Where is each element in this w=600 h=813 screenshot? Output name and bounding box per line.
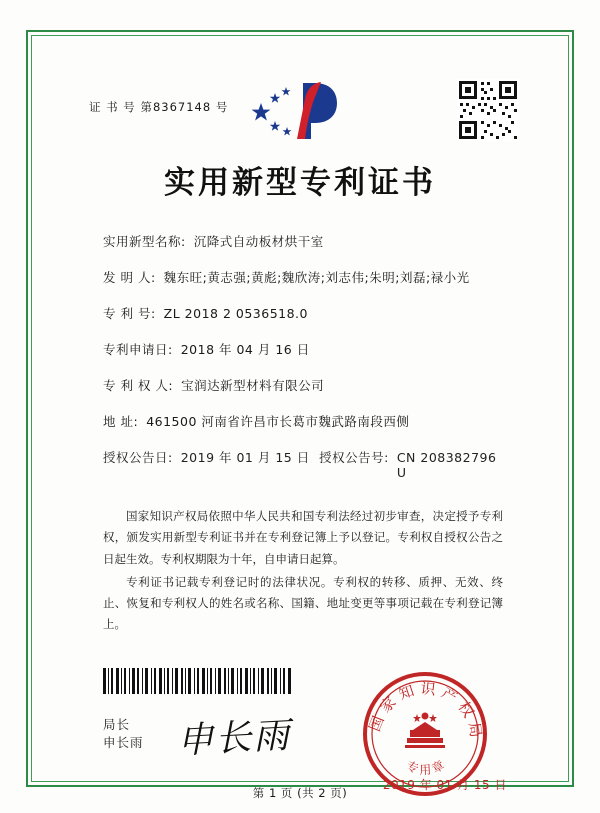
handwritten-signature: 申长雨 bbox=[176, 714, 293, 762]
field-label: 地 址: bbox=[103, 414, 139, 429]
field-label: 专利申请日: bbox=[103, 342, 173, 357]
field-label: 授权公告日: bbox=[103, 450, 173, 465]
field-row-patent-number bbox=[103, 304, 503, 322]
field-row-patentee bbox=[103, 376, 503, 394]
field-label: 专 利 权 人: bbox=[103, 378, 174, 393]
svg-text:专用章: 专用章 bbox=[404, 756, 450, 777]
field-label: 专 利 号: bbox=[103, 306, 156, 321]
field-row-application-date bbox=[103, 340, 503, 358]
cnipa-logo-icon bbox=[245, 77, 355, 143]
page-number: 第 1 页 (共 2 页) bbox=[252, 786, 348, 800]
page-title: 实用新型专利证书 bbox=[164, 165, 436, 201]
field-value: 461500 河南省许昌市长葛市魏武路南段西侧 bbox=[146, 414, 410, 429]
certificate-content bbox=[31, 35, 569, 792]
field-value: 2018 年 04 月 16 日 bbox=[180, 342, 310, 357]
legal-text bbox=[59, 496, 541, 636]
legal-paragraph-2: 专利证书记载专利登记时的法律状况。专利权的转移、质押、无效、终止、恢复和专利权人的姓名或名称、国籍、地址变更等事项记载在专利登记簿上。 bbox=[103, 574, 503, 632]
signatory-block bbox=[103, 716, 144, 754]
field-label: 实用新型名称: bbox=[103, 234, 186, 249]
legal-paragraph-1: 国家知识产权局依照中华人民共和国专利法经过初步审查，决定授予专利权，颁发实用新型专利证书并在专利登记簿上予以登记。专利权自授权公告之日起生效。专利权期限为十年，自申请日起算。 bbox=[103, 509, 503, 566]
field-value: 魏东旺;黄志强;黄彪;魏欣涛;刘志伟;朱明;刘磊;禄小光 bbox=[163, 270, 470, 285]
grant-number-group bbox=[319, 448, 503, 480]
field-list bbox=[59, 232, 541, 480]
field-label: 发 明 人: bbox=[103, 270, 156, 285]
field-value: 宝润达新型材料有限公司 bbox=[181, 378, 325, 393]
field-value: CN 208382796 U bbox=[396, 450, 497, 480]
field-value: ZL 2018 2 0536518.0 bbox=[163, 306, 308, 321]
qr-code-icon bbox=[457, 79, 519, 141]
barcode-icon bbox=[103, 668, 291, 694]
signatory-name: 申长雨 bbox=[103, 735, 144, 751]
svg-text:国家知识产权局: 国家知识产权局 bbox=[365, 678, 486, 744]
signatory-title: 局长 bbox=[103, 716, 131, 732]
field-row-inventors bbox=[103, 268, 503, 286]
field-row-address bbox=[103, 412, 503, 430]
grant-date-group bbox=[103, 448, 319, 466]
field-label: 授权公告号: bbox=[319, 450, 389, 465]
seal-date: 2019 年 01 月 15 日 bbox=[382, 777, 507, 792]
field-value: 2019 年 01 月 15 日 bbox=[180, 450, 310, 465]
field-value: 沉降式自动板材烘干室 bbox=[193, 234, 324, 249]
field-row-name bbox=[103, 232, 503, 250]
certificate-header bbox=[59, 59, 541, 143]
field-row-grant bbox=[103, 448, 503, 480]
certificate-number: 证 书 号 第8367148 号 bbox=[89, 100, 229, 114]
